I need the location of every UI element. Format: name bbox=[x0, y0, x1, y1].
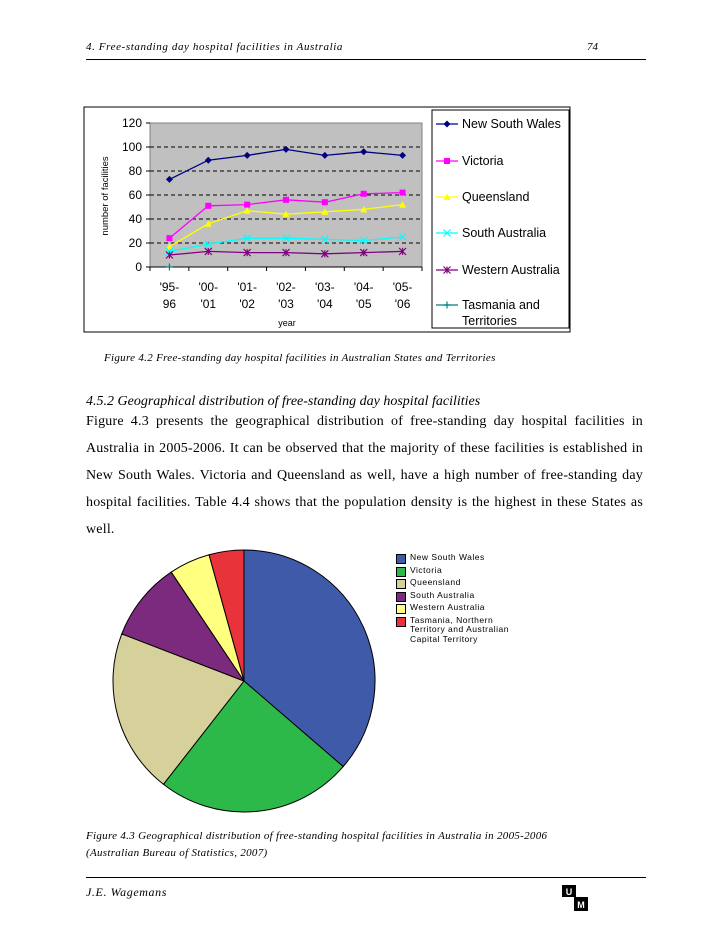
legend-label-western-australia: Western Australia bbox=[462, 263, 560, 277]
figure-4-2-caption: Figure 4.2 Free-standing day hospital facilities in Australian States and Territories bbox=[104, 352, 496, 364]
pie-legend-label: Queensland bbox=[410, 577, 461, 587]
university-logo bbox=[560, 883, 590, 913]
x-axis-title: year bbox=[278, 318, 296, 328]
data-point-victoria bbox=[361, 191, 367, 197]
data-point-victoria bbox=[322, 199, 328, 205]
data-point-victoria bbox=[400, 190, 406, 196]
x-tick-label: '05-'06 bbox=[392, 280, 413, 311]
data-point-victoria bbox=[283, 197, 289, 203]
footer-divider bbox=[86, 877, 646, 878]
legend-label-queensland: Queensland bbox=[462, 190, 530, 204]
section-paragraph: Figure 4.3 presents the geographical distribution of free-standing day hospital facilities in Australia in 2005-2006. It can be observed that the majority of these facilities is established in New South Wales. Victoria and Queensland as well, have a high number of free-standing day hospital facilities. Table 4.4 shows that the population density is the highest in these States as well. bbox=[86, 414, 643, 537]
pie-legend-item-tasmania-northern-territory-and-australian-capital-territory bbox=[396, 616, 510, 645]
data-point-victoria bbox=[205, 203, 211, 209]
pie-legend-item-victoria bbox=[396, 566, 510, 577]
x-tick-label: '04-'05 bbox=[353, 280, 374, 311]
pie-legend-swatch bbox=[396, 617, 406, 627]
data-point-victoria bbox=[166, 235, 172, 241]
pie-legend-label: Tasmania, Northern Territory and Australian Capital Territory bbox=[410, 614, 509, 644]
pie-legend-item-south-australia bbox=[396, 591, 510, 602]
logo-letter-m: M bbox=[577, 900, 585, 910]
y-tick-label: 100 bbox=[121, 140, 142, 154]
y-tick-label: 20 bbox=[128, 236, 142, 250]
pie-legend-item-new-south-wales bbox=[396, 553, 510, 564]
legend-box bbox=[432, 110, 569, 328]
x-tick-label: '95-96 bbox=[159, 280, 180, 311]
x-tick-label: '02-'03 bbox=[276, 280, 296, 311]
legend-label-tasmania-and-territories: Tasmania and Territories bbox=[462, 298, 540, 328]
section-heading: 4.5.2 Geographical distribution of free-standing day hospital facilities bbox=[86, 394, 481, 409]
legend-label-new-south-wales: New South Wales bbox=[462, 117, 561, 131]
y-axis-title: number of facilities bbox=[100, 156, 111, 236]
figure-4-3-caption-line-2: (Australian Bureau of Statistics, 2007) bbox=[86, 847, 268, 859]
legend-label-victoria: Victoria bbox=[462, 154, 504, 168]
chapter-header: 4. Free-standing day hospital facilities in Australia bbox=[86, 41, 343, 53]
pie-legend bbox=[396, 553, 510, 646]
figure-4-3-caption-line-1: Figure 4.3 Geographical distribution of free-standing hospital facilities in Australia in 2005-2006 bbox=[86, 830, 548, 842]
pie-legend-swatch bbox=[396, 604, 406, 614]
line-chart-figure-4-2 bbox=[0, 0, 728, 380]
y-tick-label: 0 bbox=[135, 260, 142, 274]
y-tick-label: 60 bbox=[128, 188, 142, 202]
legend-marker-victoria bbox=[444, 158, 450, 164]
pie-legend-swatch bbox=[396, 592, 406, 602]
pie-legend-label: Victoria bbox=[410, 564, 443, 575]
pie-legend-label: New South Wales bbox=[410, 552, 485, 562]
pie-legend-label: Western Australia bbox=[410, 602, 485, 612]
data-point-victoria bbox=[244, 202, 250, 208]
logo-letter-u: U bbox=[565, 887, 573, 897]
pie-legend-swatch bbox=[396, 567, 406, 577]
x-tick-label: '01-'02 bbox=[237, 280, 257, 311]
y-tick-label: 80 bbox=[128, 164, 142, 178]
page-number: 74 bbox=[587, 41, 598, 53]
pie-legend-item-queensland bbox=[396, 578, 510, 589]
pie-legend-swatch bbox=[396, 579, 406, 589]
pie-legend-item-western-australia bbox=[396, 603, 510, 614]
footer-author: J.E. Wagemans bbox=[86, 885, 168, 899]
x-tick-label: '03-'04 bbox=[315, 280, 335, 311]
x-tick-label: '00-'01 bbox=[198, 280, 219, 311]
y-tick-label: 120 bbox=[121, 116, 142, 130]
pie-legend-label: South Australia bbox=[410, 589, 475, 600]
y-tick-label: 40 bbox=[128, 212, 142, 226]
pie-chart-figure-4-3 bbox=[0, 540, 400, 830]
pie-legend-swatch bbox=[396, 554, 406, 564]
legend-label-south-australia: South Australia bbox=[462, 226, 547, 240]
